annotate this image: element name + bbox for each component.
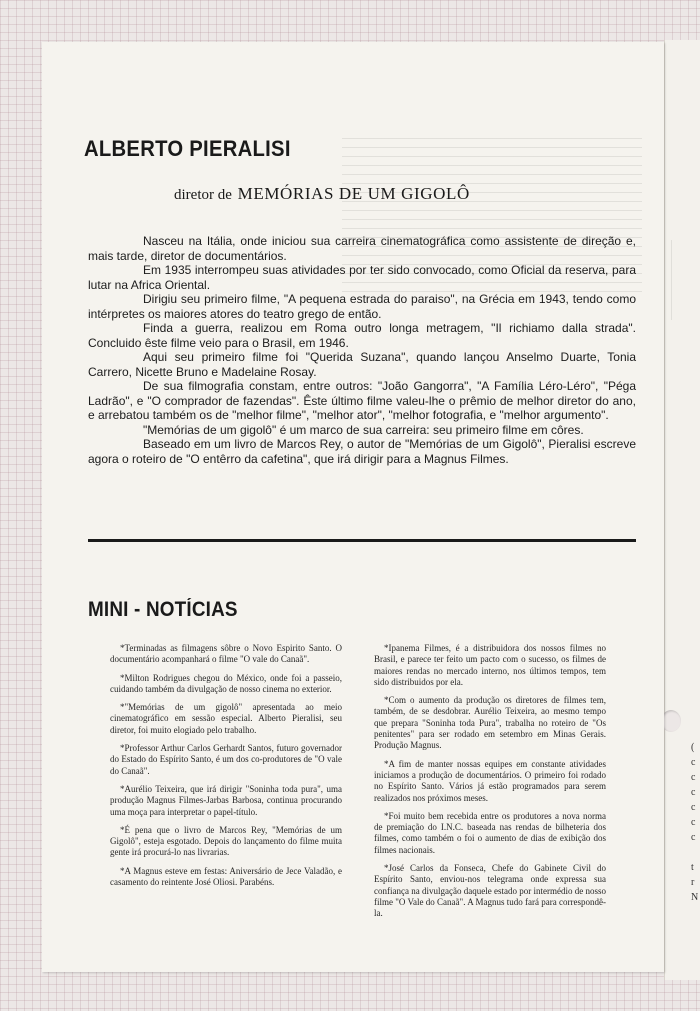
- news-item: *Ipanema Filmes, é a distribuidora dos nossos filmes no Brasil, e parece ter feito um pacto com o sucesso, os filmes de maiores rendas no mercado interno, nos últimos tempos, tem sido distribuidos por ela.: [374, 643, 606, 687]
- news-item: *Professor Arthur Carlos Gerhardt Santos, futuro governador do Estado do Espírito Santo, é um dos co-produtores de "O vale do Canaã".: [110, 743, 342, 776]
- director-subtitle: [174, 184, 470, 204]
- bio-paragraph: Nasceu na Itália, onde iniciou sua carreira cinematográfica como assistente de direção e, mais tarde, diretor de documentários.: [88, 234, 636, 263]
- film-title: MEMÓRIAS DE UM GIGOLÔ: [237, 184, 470, 203]
- news-item: *José Carlos da Fonseca, Chefe do Gabinete Civil do Espírito Santo, enviou-nos telegrama onde expressa sua confiança na divulgação daquele estado por intermédio de nosso filme "O Vale do Canaã". A Magnus tudo fará para correspondê-la.: [374, 863, 606, 919]
- newsletter-page: [42, 42, 664, 972]
- biography: [88, 234, 636, 466]
- news-column-left: [110, 643, 342, 895]
- news-item: *Terminadas as filmagens sôbre o Novo Espirito Santo. O documentário acompanhará o filme "O vale do Canaã".: [110, 643, 342, 665]
- bio-paragraph: Baseado em um livro de Marcos Rey, o autor de "Memórias de um Gigolô", Pieralisi escreve agora o roteiro de "O entêrro da cafetina", que irá dirigir para a Magnus Filmes.: [88, 437, 636, 466]
- bio-paragraph: "Memórias de um gigolô" é um marco de sua carreira: seu primeiro filme em côres.: [143, 422, 584, 437]
- bio-paragraph: Em 1935 interrompeu suas atividades por ter sido convocado, como Oficial da reserva, para lutar na Africa Oriental.: [88, 263, 636, 292]
- role-label: diretor de: [174, 187, 232, 203]
- adjacent-page: [664, 40, 700, 980]
- news-item: *Foi muito bem recebida entre os produtores a nova norma de premiação do I.N.C. baseada nas rendas de bilheteria dos filmes, como também o foi o aumento de dias de exibição dos filmes nacionais.: [374, 810, 606, 855]
- news-item: *A fim de manter nossas equipes em constante atividades iniciamos a produção de documentários. O primeiro foi rodado no Espírito Santo. Vários já estão programados para serem realizados nos próximos meses.: [374, 758, 606, 803]
- news-item: *Milton Rodrigues chegou do México, onde foi a passeio, cuidando também da divulgação de nosso cinema no exterior.: [110, 672, 342, 694]
- bio-paragraph: De sua filmografia constam, entre outros: "João Gangorra", "A Família Léro-Léro", "Péga Ladrão", e "O comprador de fazendas". Êste último filme valeu-lhe o prêmio de melhor diretor do ano, e arrebatou também os de "melhor filme", "melhor ator", "melhor fotografia, e "melhor argumento".: [88, 379, 636, 422]
- bio-paragraph: Dirigiu seu primeiro filme, "A pequena estrada do paraiso", na Grécia em 1943, tendo como intérpretes os maiores atores do teatro grego de então.: [88, 292, 636, 321]
- news-item: *Aurélio Teixeira, que irá dirigir "Soninha toda pura", uma produção Magnus Filmes-Jarbas Barbosa, continua procurando uma moça para interpretar o papel-título.: [110, 783, 342, 817]
- adjacent-page-text: ( c c c c c c t r N: [691, 742, 699, 903]
- director-name: ALBERTO PIERALISI: [84, 136, 291, 161]
- adjacent-page-ghost: [671, 240, 700, 320]
- news-column-right: [374, 643, 606, 927]
- news-item: *A Magnus esteve em festas: Aniversário de Jece Valadão, e casamento do reintente José Oliosi. Parabéns.: [110, 865, 342, 888]
- mini-noticias-title: MINI - NOTÍCIAS: [88, 598, 238, 621]
- bio-paragraph: Aqui seu primeiro filme foi "Querida Suzana", quando lançou Anselmo Duarte, Tonia Carrero, Nicette Bruno e Madelaine Rosay.: [88, 350, 636, 379]
- news-item: *É pena que o livro de Marcos Rey, "Memórias de um Gigolô", esteja esgotado. Depois do lançamento do filme muita gente irá procurá-lo nas livrarias.: [110, 824, 342, 858]
- section-divider: [88, 539, 636, 542]
- news-item: *"Memórias de um gigolô" apresentada ao meio cinematográfico em sessão especial. Alberto Pieralisi, seu diretor, foi muito elogiado pelo trabalho.: [110, 702, 342, 735]
- news-item: *Com o aumento da produção os diretores de filmes tem, também, de se desdobrar. Aurélio Teixeira, ao mesmo tempo que prepara "Soninha toda Pura", trabalha no roteiro de "Os penitentes" para ser rodado em setembro em Minas Gerais. Produção Magnus.: [374, 695, 606, 751]
- bio-paragraph: Finda a guerra, realizou em Roma outro longa metragem, "Il richiamo dalla strada". Concluido êste filme veio para o Brasil, em 1946.: [88, 321, 636, 350]
- punch-hole: [661, 710, 681, 732]
